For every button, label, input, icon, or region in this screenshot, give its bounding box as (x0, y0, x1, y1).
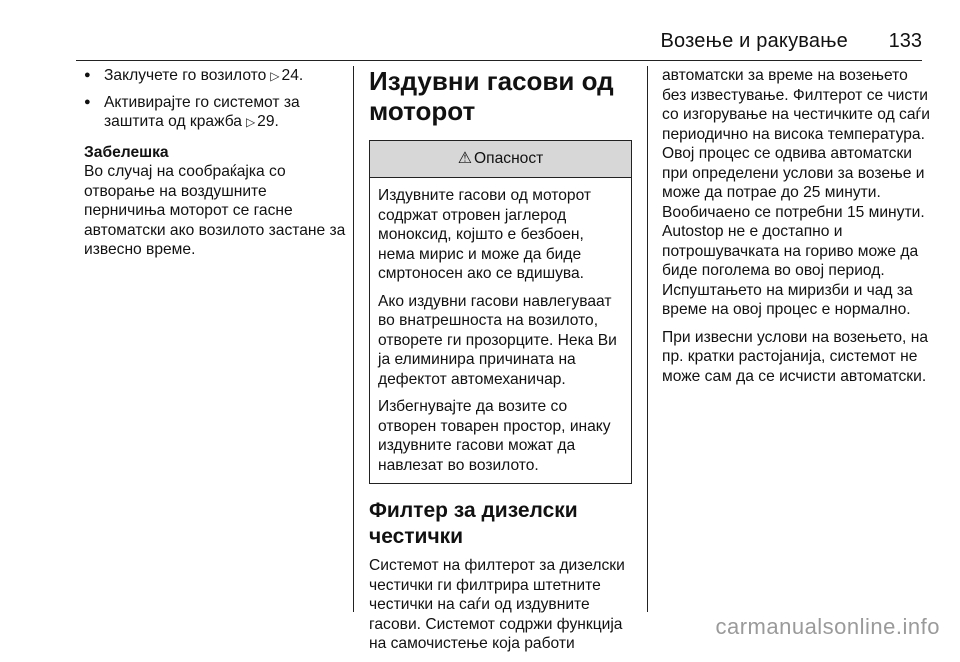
warning-header (370, 141, 631, 178)
paragraph: автоматски за време на возењето без известување. Филтерот се чисти со изгорување на честичките од саѓи периодично на висока температура. Овој процес се одвива автоматски при определени услови за возење и може да потрае до 25 минути. Вообичаено се потребни 15 минути. Autostop не е достапно и потрошувачката на гориво може да биде поголема во овој период. Испуштањето на миризби и чад за време на овој процес е нормално. (662, 67, 930, 318)
page-reference[interactable]: 29. (257, 113, 279, 130)
warning-paragraph: Издувните гасови од моторот содржат отровен јаглерод моноксид, којшто е безбоен, нема мирис и може да биде смртоносен ако се вдишува. (378, 187, 592, 282)
list-item: ● Заклучете го возилото ▷ 24. (84, 66, 346, 87)
paragraph: При извесни услови на возењето, на пр. кратки растојанија, системот не може сам да се исчисти автоматски. (662, 328, 928, 385)
page-header (0, 20, 960, 60)
warning-body (370, 178, 631, 483)
column-1 (84, 66, 346, 260)
bullet-list (84, 66, 346, 133)
note-text: Во случај на сообраќајка со отворање на воздушните перничиња моторот се гасне автоматски ако возилото застане за извесно време. (84, 163, 346, 258)
subsection-text: Системот на филтерот за дизелски честички ги филтрира штетните честички на саѓи од издувните гасови. Системот содржи функција на самочистење која работи (369, 557, 625, 652)
page-number: 133 (888, 30, 922, 52)
page-reference[interactable]: 24. (281, 67, 304, 84)
warning-triangle-icon: ⚠ (457, 150, 473, 167)
column-divider-1 (353, 66, 354, 612)
page-reference-icon: ▷ (270, 69, 280, 83)
warning-label: Опасност (474, 150, 544, 167)
warning-paragraph: Ако издувни гасови навлегуваат во внатрешноста на возилото, отворете ги прозорците. Нека Ви ја елиминира причината на дефектот автомеханичар. (378, 292, 617, 388)
section-title: Издувни гасови од моторот (369, 66, 614, 126)
subsection-title: Филтер за дизелски честички (369, 499, 578, 548)
list-item: ● Активирајте го системот за заштита од кражба ▷ 29. (84, 93, 346, 133)
column-divider-2 (647, 66, 648, 612)
watermark: carmanualsonline.info (715, 614, 940, 639)
warning-box (369, 140, 632, 484)
column-3 (662, 66, 932, 394)
column-2 (369, 66, 633, 662)
page-reference-icon: ▷ (245, 115, 256, 129)
warning-paragraph: Избегнувајте да возите со отворен товарен простор, инаку издувните гасови можат да навлезат во возилото. (378, 398, 611, 474)
chapter-title: Возење и ракување (660, 30, 848, 52)
header-rule (76, 60, 922, 61)
note-heading: Забелешка (84, 143, 169, 161)
